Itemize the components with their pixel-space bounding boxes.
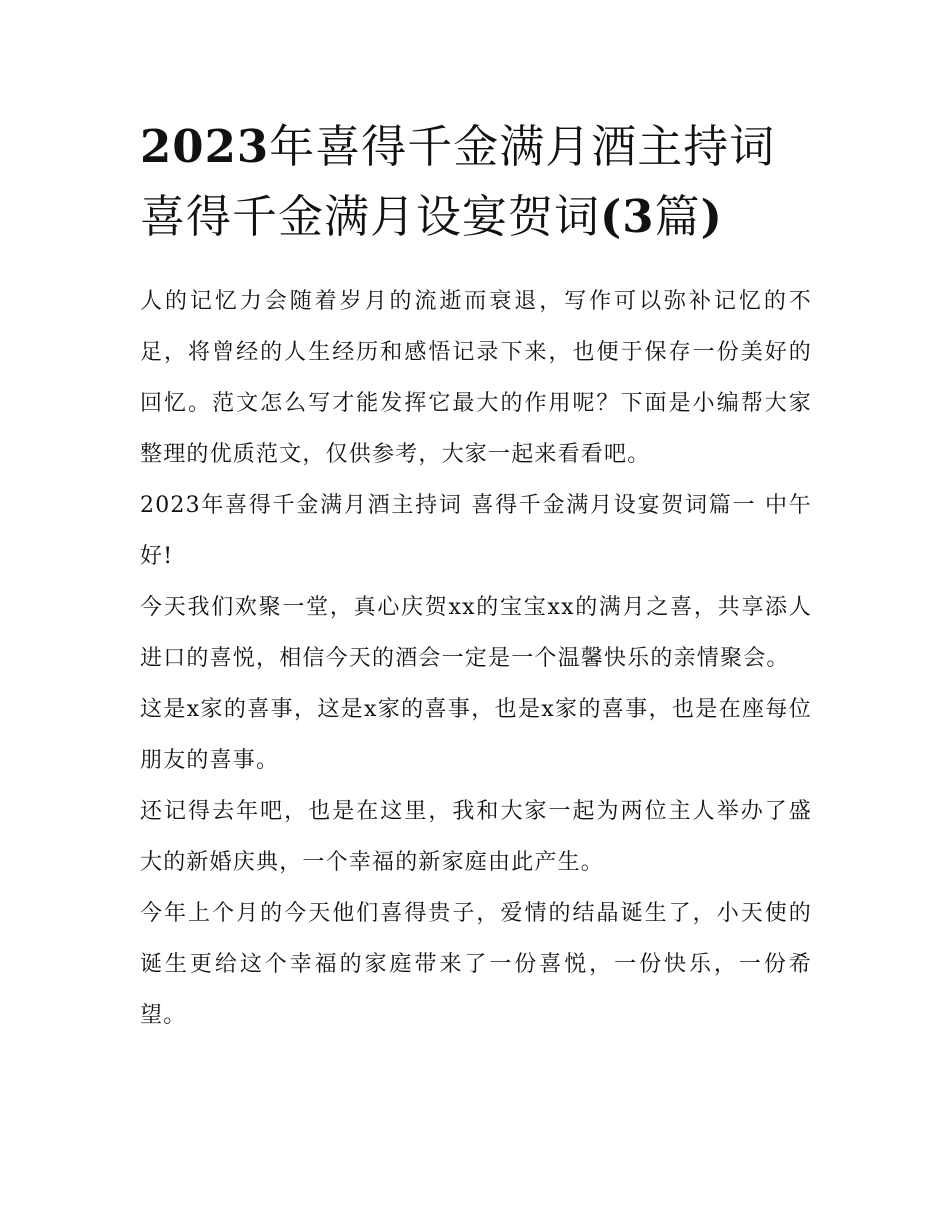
body-paragraph: 这是x家的喜事，这是x家的喜事，也是x家的喜事，也是在座每位朋友的喜事。 [140,697,812,773]
title-close-paren: ) [700,190,723,243]
document-page [140,112,812,1041]
intro-paragraph: 人的记忆力会随着岁月的流逝而衰退，写作可以弥补记忆的不足，将曾经的人生经历和感悟记录下来，也便于保存一份美好的回忆。范文怎么写才能发挥它最大的作用呢？下面是小编帮大家整理的优质范文，仅供参考，大家一起来看看吧。 [140,289,812,467]
document-title [140,112,812,252]
title-line-2-text: 喜得千金满月设宴贺词 [140,190,601,243]
body-paragraph: 今年上个月的今天他们喜得贵子，爱情的结晶诞生了，小天使的诞生更给这个幸福的家庭带来了一份喜悦，一份快乐，一份希望。 [140,901,812,1028]
title-line-2 [140,182,812,252]
title-count: (3 [600,190,655,243]
title-line-1-text: 年喜得千金满月酒主持词 [269,120,776,173]
title-unit: 篇 [654,190,701,243]
title-year: 2023 [140,120,270,173]
body-paragraph: 今天我们欢聚一堂，真心庆贺xx的宝宝xx的满月之喜，共享添人进口的喜悦，相信今天的酒会一定是一个温馨快乐的亲情聚会。 [140,595,812,671]
body-paragraph: 还记得去年吧，也是在这里，我和大家一起为两位主人举办了盛大的新婚庆典，一个幸福的新家庭由此产生。 [140,799,812,875]
title-line-1 [140,112,812,182]
section-heading-paragraph: 2023年喜得千金满月酒主持词 喜得千金满月设宴贺词篇一 中午好! [140,493,812,569]
